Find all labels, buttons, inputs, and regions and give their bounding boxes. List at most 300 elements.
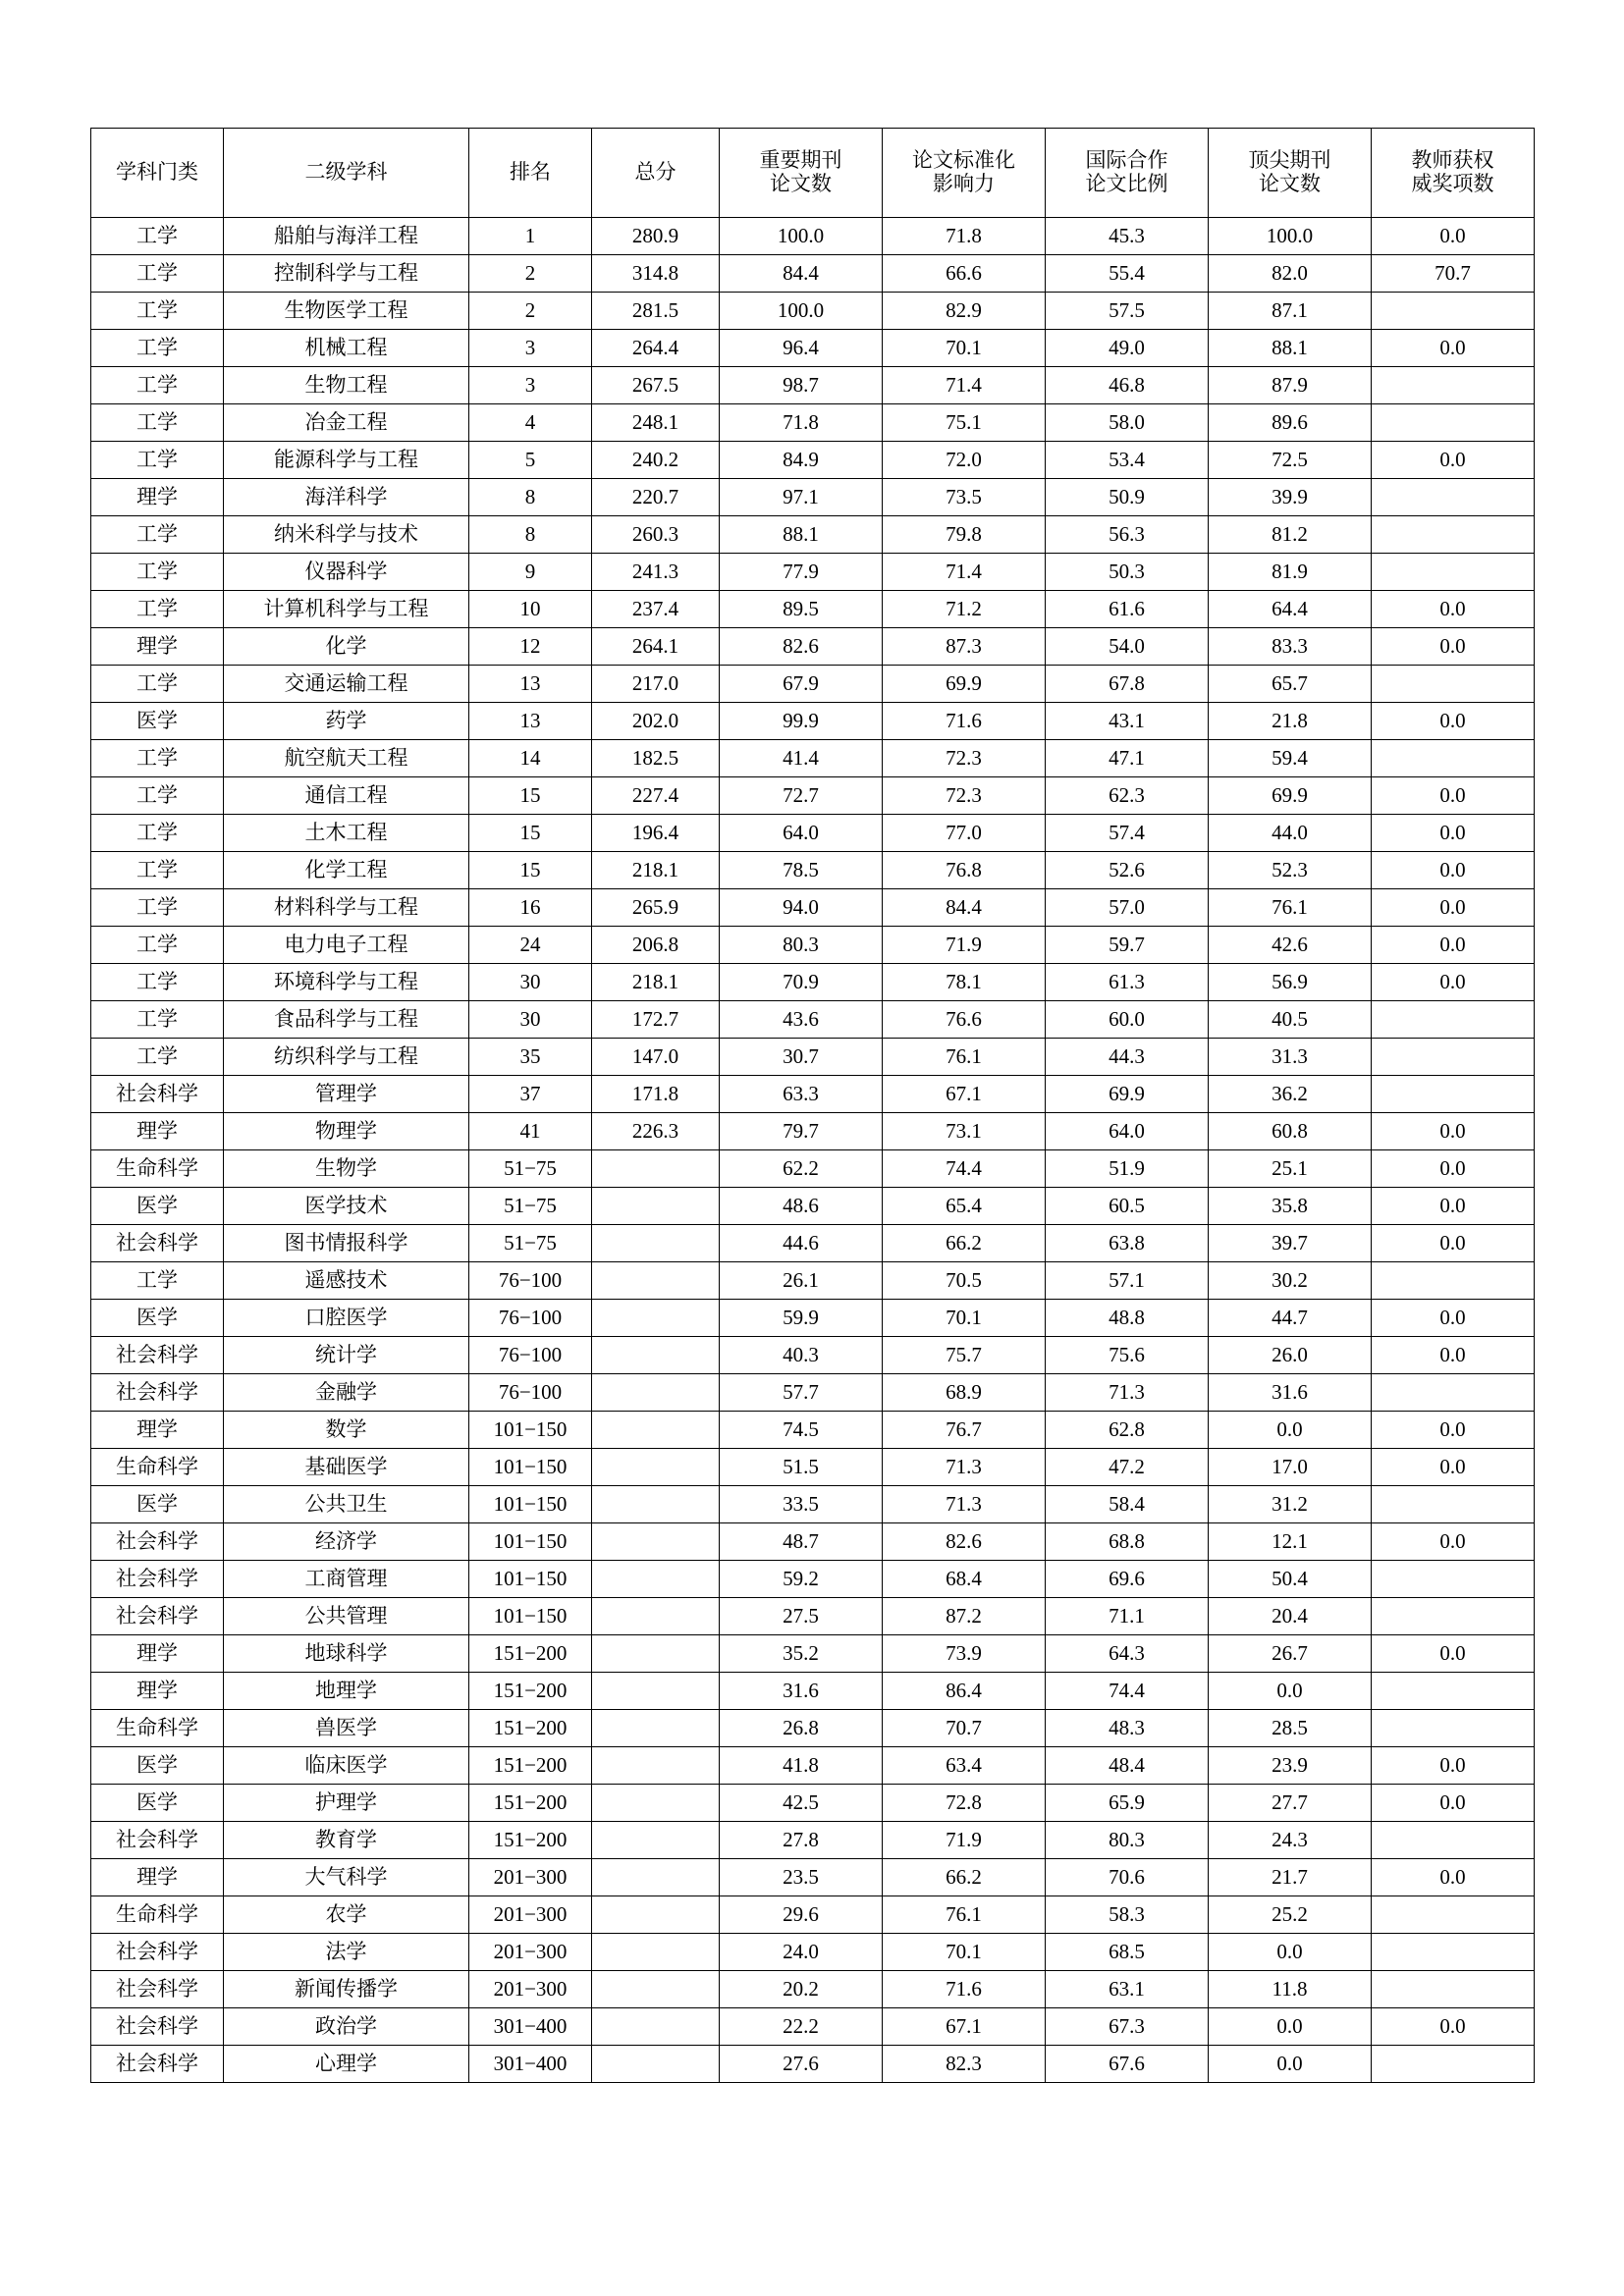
- column-header-intl_collab_ratio: [1046, 129, 1209, 218]
- cell-intl_collab_ratio: 60.0: [1046, 1001, 1209, 1039]
- cell-normalized_impact: 87.2: [883, 1598, 1046, 1635]
- cell-subject: 统计学: [224, 1337, 469, 1374]
- cell-rank: 51−75: [469, 1188, 592, 1225]
- cell-subject: 公共管理: [224, 1598, 469, 1635]
- cell-rank: 151−200: [469, 1747, 592, 1785]
- table-row: [91, 591, 1535, 628]
- cell-rank: 8: [469, 516, 592, 554]
- cell-faculty_awards: [1372, 2046, 1535, 2083]
- cell-intl_collab_ratio: 48.3: [1046, 1710, 1209, 1747]
- cell-faculty_awards: [1372, 293, 1535, 330]
- cell-subject: 能源科学与工程: [224, 442, 469, 479]
- cell-faculty_awards: 0.0: [1372, 1337, 1535, 1374]
- cell-intl_collab_ratio: 48.4: [1046, 1747, 1209, 1785]
- column-header-line: 顶尖期刊: [1248, 148, 1331, 173]
- cell-rank: 51−75: [469, 1225, 592, 1262]
- cell-normalized_impact: 84.4: [883, 889, 1046, 927]
- cell-intl_collab_ratio: 48.8: [1046, 1300, 1209, 1337]
- cell-subject: 材料科学与工程: [224, 889, 469, 927]
- cell-top_journal_papers: 72.5: [1209, 442, 1372, 479]
- column-header-line: 论文数: [1259, 172, 1321, 195]
- cell-total: 264.1: [592, 628, 720, 666]
- column-header-line: 教师获权: [1411, 148, 1494, 173]
- cell-category: 工学: [91, 554, 224, 591]
- cell-total: [592, 1486, 720, 1523]
- cell-category: 理学: [91, 1635, 224, 1673]
- cell-category: 工学: [91, 889, 224, 927]
- cell-intl_collab_ratio: 67.3: [1046, 2008, 1209, 2046]
- cell-faculty_awards: [1372, 1076, 1535, 1113]
- cell-key_journal_papers: 59.2: [720, 1561, 883, 1598]
- column-header-line: 论文标准化: [912, 148, 1015, 173]
- cell-normalized_impact: 72.0: [883, 442, 1046, 479]
- cell-normalized_impact: 72.3: [883, 740, 1046, 777]
- cell-rank: 51−75: [469, 1150, 592, 1188]
- column-header-faculty_awards: [1372, 129, 1535, 218]
- cell-subject: 环境科学与工程: [224, 964, 469, 1001]
- cell-normalized_impact: 74.4: [883, 1150, 1046, 1188]
- cell-intl_collab_ratio: 58.4: [1046, 1486, 1209, 1523]
- cell-top_journal_papers: 39.7: [1209, 1225, 1372, 1262]
- cell-category: 理学: [91, 1412, 224, 1449]
- column-header-line: 二级学科: [304, 160, 388, 185]
- cell-top_journal_papers: 0.0: [1209, 1934, 1372, 1971]
- cell-faculty_awards: 0.0: [1372, 1635, 1535, 1673]
- cell-rank: 101−150: [469, 1561, 592, 1598]
- cell-intl_collab_ratio: 47.2: [1046, 1449, 1209, 1486]
- table-row: [91, 964, 1535, 1001]
- column-header-total: [592, 129, 720, 218]
- table-container: [90, 128, 1534, 2083]
- cell-total: [592, 1896, 720, 1934]
- cell-key_journal_papers: 84.9: [720, 442, 883, 479]
- cell-key_journal_papers: 62.2: [720, 1150, 883, 1188]
- cell-total: [592, 1971, 720, 2008]
- cell-key_journal_papers: 26.1: [720, 1262, 883, 1300]
- cell-top_journal_papers: 81.9: [1209, 554, 1372, 591]
- cell-faculty_awards: 0.0: [1372, 777, 1535, 815]
- cell-category: 工学: [91, 330, 224, 367]
- cell-category: 工学: [91, 442, 224, 479]
- cell-top_journal_papers: 89.6: [1209, 404, 1372, 442]
- cell-top_journal_papers: 76.1: [1209, 889, 1372, 927]
- table-row: [91, 1337, 1535, 1374]
- cell-category: 医学: [91, 703, 224, 740]
- cell-rank: 201−300: [469, 1971, 592, 2008]
- cell-normalized_impact: 76.7: [883, 1412, 1046, 1449]
- cell-intl_collab_ratio: 57.0: [1046, 889, 1209, 927]
- cell-faculty_awards: 0.0: [1372, 218, 1535, 255]
- table-row: [91, 1635, 1535, 1673]
- cell-intl_collab_ratio: 56.3: [1046, 516, 1209, 554]
- cell-normalized_impact: 76.1: [883, 1039, 1046, 1076]
- cell-category: 工学: [91, 852, 224, 889]
- cell-category: 工学: [91, 964, 224, 1001]
- table-row: [91, 1113, 1535, 1150]
- cell-rank: 151−200: [469, 1673, 592, 1710]
- cell-total: 237.4: [592, 591, 720, 628]
- cell-normalized_impact: 73.5: [883, 479, 1046, 516]
- cell-intl_collab_ratio: 53.4: [1046, 442, 1209, 479]
- cell-top_journal_papers: 42.6: [1209, 927, 1372, 964]
- cell-subject: 航空航天工程: [224, 740, 469, 777]
- cell-category: 工学: [91, 516, 224, 554]
- cell-rank: 76−100: [469, 1262, 592, 1300]
- column-header-line: 总分: [634, 160, 677, 185]
- cell-faculty_awards: 0.0: [1372, 442, 1535, 479]
- table-row: [91, 666, 1535, 703]
- cell-subject: 农学: [224, 1896, 469, 1934]
- cell-intl_collab_ratio: 47.1: [1046, 740, 1209, 777]
- cell-normalized_impact: 79.8: [883, 516, 1046, 554]
- cell-top_journal_papers: 100.0: [1209, 218, 1372, 255]
- cell-top_journal_papers: 23.9: [1209, 1747, 1372, 1785]
- cell-key_journal_papers: 33.5: [720, 1486, 883, 1523]
- cell-rank: 201−300: [469, 1934, 592, 1971]
- cell-key_journal_papers: 42.5: [720, 1785, 883, 1822]
- table-row: [91, 1598, 1535, 1635]
- cell-category: 工学: [91, 367, 224, 404]
- cell-intl_collab_ratio: 70.6: [1046, 1859, 1209, 1896]
- table-row: [91, 1561, 1535, 1598]
- cell-total: 171.8: [592, 1076, 720, 1113]
- cell-intl_collab_ratio: 68.5: [1046, 1934, 1209, 1971]
- cell-faculty_awards: 0.0: [1372, 2008, 1535, 2046]
- cell-subject: 基础医学: [224, 1449, 469, 1486]
- cell-category: 社会科学: [91, 1225, 224, 1262]
- cell-key_journal_papers: 98.7: [720, 367, 883, 404]
- cell-total: 248.1: [592, 404, 720, 442]
- cell-rank: 101−150: [469, 1412, 592, 1449]
- column-header-normalized_impact: [883, 129, 1046, 218]
- cell-top_journal_papers: 0.0: [1209, 2046, 1372, 2083]
- cell-category: 社会科学: [91, 2046, 224, 2083]
- cell-faculty_awards: [1372, 1710, 1535, 1747]
- column-header-line: 影响力: [933, 172, 995, 195]
- cell-subject: 纳米科学与技术: [224, 516, 469, 554]
- column-header-category: [91, 129, 224, 218]
- cell-top_journal_papers: 27.7: [1209, 1785, 1372, 1822]
- cell-rank: 1: [469, 218, 592, 255]
- cell-subject: 金融学: [224, 1374, 469, 1412]
- cell-subject: 化学: [224, 628, 469, 666]
- cell-normalized_impact: 63.4: [883, 1747, 1046, 1785]
- cell-top_journal_papers: 11.8: [1209, 1971, 1372, 2008]
- table-row: [91, 218, 1535, 255]
- cell-rank: 151−200: [469, 1822, 592, 1859]
- cell-total: 241.3: [592, 554, 720, 591]
- table-row: [91, 1188, 1535, 1225]
- cell-category: 社会科学: [91, 1374, 224, 1412]
- cell-top_journal_papers: 25.2: [1209, 1896, 1372, 1934]
- cell-normalized_impact: 68.9: [883, 1374, 1046, 1412]
- cell-top_journal_papers: 26.0: [1209, 1337, 1372, 1374]
- cell-total: [592, 2046, 720, 2083]
- column-header-line: 学科门类: [116, 160, 198, 185]
- cell-category: 社会科学: [91, 1076, 224, 1113]
- cell-normalized_impact: 87.3: [883, 628, 1046, 666]
- cell-key_journal_papers: 78.5: [720, 852, 883, 889]
- table-row: [91, 703, 1535, 740]
- cell-faculty_awards: 0.0: [1372, 330, 1535, 367]
- cell-subject: 口腔医学: [224, 1300, 469, 1337]
- cell-top_journal_papers: 26.7: [1209, 1635, 1372, 1673]
- cell-category: 理学: [91, 479, 224, 516]
- cell-total: 260.3: [592, 516, 720, 554]
- cell-intl_collab_ratio: 44.3: [1046, 1039, 1209, 1076]
- table-row: [91, 1449, 1535, 1486]
- cell-rank: 3: [469, 330, 592, 367]
- cell-subject: 法学: [224, 1934, 469, 1971]
- column-header-line: 威奖项数: [1411, 172, 1494, 195]
- cell-faculty_awards: [1372, 1262, 1535, 1300]
- cell-category: 理学: [91, 628, 224, 666]
- cell-intl_collab_ratio: 57.1: [1046, 1262, 1209, 1300]
- column-header-line: 国际合作: [1085, 148, 1168, 173]
- cell-total: 218.1: [592, 852, 720, 889]
- table-row: [91, 442, 1535, 479]
- cell-category: 社会科学: [91, 1337, 224, 1374]
- cell-normalized_impact: 73.1: [883, 1113, 1046, 1150]
- column-header-line: 重要期刊: [759, 148, 842, 173]
- cell-key_journal_papers: 27.8: [720, 1822, 883, 1859]
- cell-intl_collab_ratio: 55.4: [1046, 255, 1209, 293]
- cell-intl_collab_ratio: 71.1: [1046, 1598, 1209, 1635]
- cell-top_journal_papers: 39.9: [1209, 479, 1372, 516]
- cell-top_journal_papers: 56.9: [1209, 964, 1372, 1001]
- cell-subject: 地理学: [224, 1673, 469, 1710]
- cell-faculty_awards: 0.0: [1372, 1188, 1535, 1225]
- cell-category: 社会科学: [91, 1934, 224, 1971]
- cell-top_journal_papers: 64.4: [1209, 591, 1372, 628]
- table-row: [91, 293, 1535, 330]
- cell-normalized_impact: 66.2: [883, 1859, 1046, 1896]
- table-row: [91, 1486, 1535, 1523]
- cell-category: 工学: [91, 218, 224, 255]
- cell-intl_collab_ratio: 59.7: [1046, 927, 1209, 964]
- cell-category: 医学: [91, 1188, 224, 1225]
- cell-key_journal_papers: 94.0: [720, 889, 883, 927]
- cell-top_journal_papers: 36.2: [1209, 1076, 1372, 1113]
- cell-key_journal_papers: 48.7: [720, 1523, 883, 1561]
- cell-key_journal_papers: 27.6: [720, 2046, 883, 2083]
- cell-top_journal_papers: 25.1: [1209, 1150, 1372, 1188]
- cell-intl_collab_ratio: 62.8: [1046, 1412, 1209, 1449]
- cell-key_journal_papers: 82.6: [720, 628, 883, 666]
- cell-intl_collab_ratio: 45.3: [1046, 218, 1209, 255]
- cell-intl_collab_ratio: 75.6: [1046, 1337, 1209, 1374]
- cell-key_journal_papers: 96.4: [720, 330, 883, 367]
- cell-total: 217.0: [592, 666, 720, 703]
- table-header: [91, 129, 1535, 218]
- cell-faculty_awards: [1372, 554, 1535, 591]
- cell-key_journal_papers: 41.4: [720, 740, 883, 777]
- cell-key_journal_papers: 100.0: [720, 218, 883, 255]
- cell-subject: 土木工程: [224, 815, 469, 852]
- cell-faculty_awards: 0.0: [1372, 1859, 1535, 1896]
- cell-category: 工学: [91, 255, 224, 293]
- cell-normalized_impact: 66.6: [883, 255, 1046, 293]
- table-body: [91, 218, 1535, 2083]
- cell-subject: 教育学: [224, 1822, 469, 1859]
- cell-key_journal_papers: 51.5: [720, 1449, 883, 1486]
- cell-total: 147.0: [592, 1039, 720, 1076]
- cell-subject: 数学: [224, 1412, 469, 1449]
- cell-total: 267.5: [592, 367, 720, 404]
- table-row: [91, 367, 1535, 404]
- cell-key_journal_papers: 31.6: [720, 1673, 883, 1710]
- table-row: [91, 1039, 1535, 1076]
- cell-total: [592, 1225, 720, 1262]
- cell-faculty_awards: 70.7: [1372, 255, 1535, 293]
- cell-key_journal_papers: 41.8: [720, 1747, 883, 1785]
- cell-faculty_awards: [1372, 666, 1535, 703]
- cell-rank: 2: [469, 293, 592, 330]
- cell-category: 工学: [91, 666, 224, 703]
- cell-category: 社会科学: [91, 2008, 224, 2046]
- cell-key_journal_papers: 24.0: [720, 1934, 883, 1971]
- table-row: [91, 927, 1535, 964]
- table-row: [91, 1747, 1535, 1785]
- table-row: [91, 1262, 1535, 1300]
- cell-rank: 76−100: [469, 1300, 592, 1337]
- cell-top_journal_papers: 12.1: [1209, 1523, 1372, 1561]
- cell-top_journal_papers: 30.2: [1209, 1262, 1372, 1300]
- cell-top_journal_papers: 17.0: [1209, 1449, 1372, 1486]
- cell-top_journal_papers: 52.3: [1209, 852, 1372, 889]
- table-row: [91, 852, 1535, 889]
- column-header-line: 论文数: [770, 172, 832, 195]
- cell-category: 生命科学: [91, 1150, 224, 1188]
- cell-total: [592, 2008, 720, 2046]
- cell-key_journal_papers: 63.3: [720, 1076, 883, 1113]
- cell-key_journal_papers: 27.5: [720, 1598, 883, 1635]
- cell-total: 226.3: [592, 1113, 720, 1150]
- table-row: [91, 1523, 1535, 1561]
- cell-intl_collab_ratio: 62.3: [1046, 777, 1209, 815]
- cell-rank: 10: [469, 591, 592, 628]
- cell-total: 206.8: [592, 927, 720, 964]
- cell-subject: 工商管理: [224, 1561, 469, 1598]
- cell-intl_collab_ratio: 63.8: [1046, 1225, 1209, 1262]
- table-row: [91, 1785, 1535, 1822]
- table-row: [91, 1822, 1535, 1859]
- cell-intl_collab_ratio: 57.5: [1046, 293, 1209, 330]
- cell-subject: 冶金工程: [224, 404, 469, 442]
- cell-rank: 2: [469, 255, 592, 293]
- cell-total: [592, 1934, 720, 1971]
- cell-normalized_impact: 71.4: [883, 367, 1046, 404]
- cell-top_journal_papers: 40.5: [1209, 1001, 1372, 1039]
- cell-total: 314.8: [592, 255, 720, 293]
- cell-key_journal_papers: 74.5: [720, 1412, 883, 1449]
- cell-key_journal_papers: 22.2: [720, 2008, 883, 2046]
- cell-faculty_awards: [1372, 1486, 1535, 1523]
- cell-category: 医学: [91, 1300, 224, 1337]
- cell-intl_collab_ratio: 54.0: [1046, 628, 1209, 666]
- cell-intl_collab_ratio: 65.9: [1046, 1785, 1209, 1822]
- cell-rank: 5: [469, 442, 592, 479]
- cell-top_journal_papers: 81.2: [1209, 516, 1372, 554]
- cell-rank: 3: [469, 367, 592, 404]
- cell-top_journal_papers: 44.0: [1209, 815, 1372, 852]
- cell-top_journal_papers: 20.4: [1209, 1598, 1372, 1635]
- cell-faculty_awards: [1372, 367, 1535, 404]
- cell-rank: 151−200: [469, 1785, 592, 1822]
- cell-key_journal_papers: 48.6: [720, 1188, 883, 1225]
- cell-category: 社会科学: [91, 1822, 224, 1859]
- cell-faculty_awards: 0.0: [1372, 1449, 1535, 1486]
- cell-intl_collab_ratio: 52.6: [1046, 852, 1209, 889]
- cell-normalized_impact: 70.5: [883, 1262, 1046, 1300]
- cell-top_journal_papers: 88.1: [1209, 330, 1372, 367]
- cell-intl_collab_ratio: 74.4: [1046, 1673, 1209, 1710]
- cell-normalized_impact: 70.1: [883, 1934, 1046, 1971]
- cell-normalized_impact: 70.1: [883, 330, 1046, 367]
- cell-total: 220.7: [592, 479, 720, 516]
- cell-subject: 图书情报科学: [224, 1225, 469, 1262]
- cell-normalized_impact: 82.9: [883, 293, 1046, 330]
- cell-subject: 经济学: [224, 1523, 469, 1561]
- cell-top_journal_papers: 35.8: [1209, 1188, 1372, 1225]
- cell-normalized_impact: 70.1: [883, 1300, 1046, 1337]
- cell-subject: 电力电子工程: [224, 927, 469, 964]
- cell-total: [592, 1859, 720, 1896]
- cell-subject: 通信工程: [224, 777, 469, 815]
- table-row: [91, 777, 1535, 815]
- cell-faculty_awards: [1372, 1561, 1535, 1598]
- cell-key_journal_papers: 79.7: [720, 1113, 883, 1150]
- cell-rank: 15: [469, 852, 592, 889]
- cell-faculty_awards: 0.0: [1372, 852, 1535, 889]
- cell-rank: 101−150: [469, 1486, 592, 1523]
- cell-top_journal_papers: 83.3: [1209, 628, 1372, 666]
- cell-intl_collab_ratio: 64.0: [1046, 1113, 1209, 1150]
- cell-normalized_impact: 71.3: [883, 1486, 1046, 1523]
- cell-key_journal_papers: 26.8: [720, 1710, 883, 1747]
- cell-subject: 政治学: [224, 2008, 469, 2046]
- cell-rank: 101−150: [469, 1598, 592, 1635]
- cell-rank: 101−150: [469, 1449, 592, 1486]
- cell-total: [592, 1598, 720, 1635]
- cell-key_journal_papers: 80.3: [720, 927, 883, 964]
- cell-faculty_awards: 0.0: [1372, 703, 1535, 740]
- table-row: [91, 1971, 1535, 2008]
- cell-faculty_awards: 0.0: [1372, 1412, 1535, 1449]
- cell-faculty_awards: 0.0: [1372, 1225, 1535, 1262]
- cell-key_journal_papers: 88.1: [720, 516, 883, 554]
- cell-normalized_impact: 75.1: [883, 404, 1046, 442]
- cell-category: 工学: [91, 1262, 224, 1300]
- cell-top_journal_papers: 31.6: [1209, 1374, 1372, 1412]
- cell-normalized_impact: 67.1: [883, 1076, 1046, 1113]
- cell-category: 工学: [91, 927, 224, 964]
- cell-faculty_awards: [1372, 1934, 1535, 1971]
- cell-subject: 船舶与海洋工程: [224, 218, 469, 255]
- cell-key_journal_papers: 20.2: [720, 1971, 883, 2008]
- cell-subject: 交通运输工程: [224, 666, 469, 703]
- cell-top_journal_papers: 65.7: [1209, 666, 1372, 703]
- cell-normalized_impact: 71.6: [883, 1971, 1046, 2008]
- cell-faculty_awards: [1372, 1673, 1535, 1710]
- table-row: [91, 404, 1535, 442]
- cell-subject: 机械工程: [224, 330, 469, 367]
- cell-subject: 食品科学与工程: [224, 1001, 469, 1039]
- table-row: [91, 1710, 1535, 1747]
- cell-normalized_impact: 70.7: [883, 1710, 1046, 1747]
- cell-key_journal_papers: 70.9: [720, 964, 883, 1001]
- cell-total: [592, 1710, 720, 1747]
